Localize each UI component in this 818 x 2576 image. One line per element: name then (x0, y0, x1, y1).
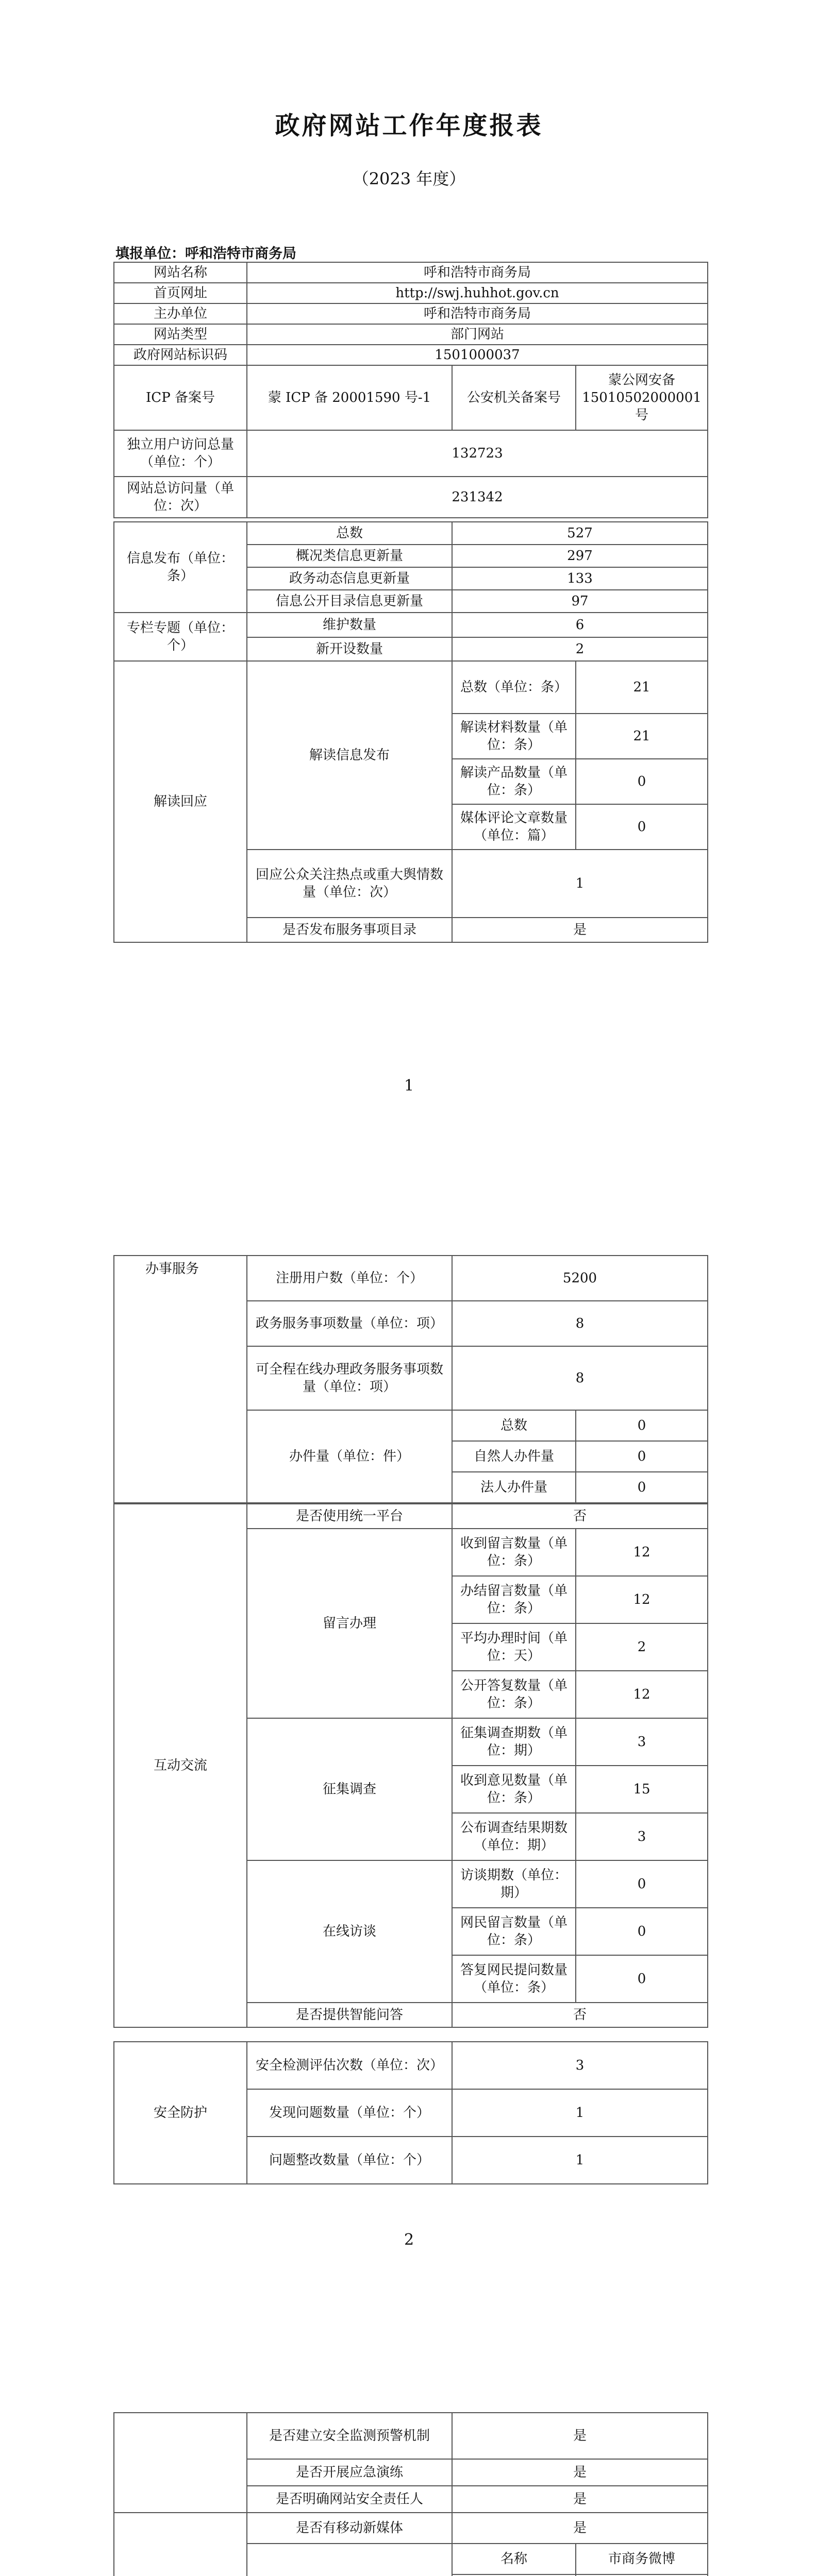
cell-label: 总数 (247, 522, 452, 545)
cell-value: 0 (576, 804, 708, 850)
cell-label: 收到意见数量（单位：条） (452, 1766, 576, 1813)
cell-value: 5200 (452, 1256, 708, 1301)
interpret-table (113, 660, 708, 943)
group-label (114, 2513, 247, 2576)
cell-label: 首页网址 (114, 283, 247, 303)
cell-label: 独立用户访问总量（单位：个） (114, 430, 247, 477)
cell-value: 3 (576, 1813, 708, 1860)
cell-label: 发现问题数量（单位：个） (247, 2089, 452, 2137)
cell-label: 是否建立安全监测预警机制 (247, 2413, 452, 2459)
fill-unit: 填报单位：呼和浩特市商务局 (115, 246, 296, 262)
cell-value: 市商务微博 (576, 2544, 708, 2574)
cell-label: 解读产品数量（单位：条） (452, 759, 576, 804)
cell-label: 政务服务事项数量（单位：项） (247, 1301, 452, 1346)
cell-value: 8 (452, 1301, 708, 1346)
cell-label: 概况类信息更新量 (247, 545, 452, 567)
cell-label: 公布调查结果期数（单位：期） (452, 1813, 576, 1860)
cell-label: 总数 (452, 1410, 576, 1441)
sub-label: 在线访谈 (247, 1860, 452, 2003)
cell-value: 1 (452, 2089, 708, 2137)
service-table (113, 1255, 708, 1503)
cell-value: 3 (576, 1718, 708, 1766)
mobile-table (113, 2512, 708, 2576)
cell-label: 自然人办件量 (452, 1441, 576, 1472)
info-table (113, 521, 708, 662)
cell-label: 平均办理时间（单位：天） (452, 1623, 576, 1671)
report-title: 政府网站工作年度报表 (275, 111, 543, 140)
group-label: 安全防护 (114, 2042, 247, 2184)
cell-label: 是否使用统一平台 (247, 1504, 452, 1529)
cell-value: 部门网站 (247, 324, 708, 345)
cell-label: 是否开展应急演练 (247, 2459, 452, 2486)
cell-label: 是否提供智能问答 (247, 2003, 452, 2027)
cell-value: 8 (452, 1346, 708, 1410)
cell-label: 安全检测评估次数（单位：次） (247, 2042, 452, 2089)
cell-value: 21 (576, 714, 708, 759)
group-label: 互动交流 (114, 1504, 247, 2027)
sub-label (247, 2544, 452, 2576)
interact-table (113, 1503, 708, 2028)
security-table (113, 2041, 708, 2184)
cell-value: 1501000037 (247, 345, 708, 365)
cell-label: 总数（单位：条） (452, 661, 576, 714)
cell-label: 政府网站标识码 (114, 345, 247, 365)
cell-value: 呼和浩特市商务局 (247, 303, 708, 324)
cell-label: 法人办件量 (452, 1472, 576, 1503)
cell-value: 0 (576, 1860, 708, 1908)
cell-value: 蒙公网安备15010502000001号 (576, 365, 708, 430)
cell-value: 2 (452, 637, 708, 661)
cell-label: 解读材料数量（单位：条） (452, 714, 576, 759)
group-label: 办事服务 (114, 1256, 247, 1503)
cell-value: 6 (452, 613, 708, 637)
cell-label: 可全程在线办理政务服务事项数量（单位：项） (247, 1346, 452, 1410)
cell-value: 3 (452, 2042, 708, 2089)
cell-value: 15 (576, 1766, 708, 1813)
sub-label: 征集调查 (247, 1718, 452, 1860)
cell-label: 回应公众关注热点或重大舆情数量（单位：次） (247, 850, 452, 918)
page-number: 1 (404, 1077, 414, 1095)
homepage-link[interactable]: http://swj.huhhot.gov.cn (247, 283, 708, 303)
cell-value: 2 (576, 1623, 708, 1671)
cell-value: 否 (452, 2003, 708, 2027)
cell-value: 是 (452, 2513, 708, 2544)
cell-value: 132723 (247, 430, 708, 477)
cell-label: 网站总访问量（单位：次） (114, 477, 247, 518)
cell-value: 是 (452, 2413, 708, 2459)
cell-label: 信息公开目录信息更新量 (247, 590, 452, 613)
cell-value: 97 (452, 590, 708, 613)
sub-label: 办件量（单位：件） (247, 1410, 452, 1503)
cell-label: 媒体评论文章数量（单位：篇） (452, 804, 576, 850)
sub-label: 解读信息发布 (247, 661, 452, 850)
cell-label: ICP 备案号 (114, 365, 247, 430)
group-label: 信息发布（单位：条） (114, 522, 247, 613)
cell-value: 0 (576, 1955, 708, 2003)
cell-value: 297 (452, 545, 708, 567)
cell-label: 征集调查期数（单位：期） (452, 1718, 576, 1766)
group-label: 专栏专题（单位：个） (114, 613, 247, 661)
cell-value: 1 (452, 2137, 708, 2184)
cell-value: 1 (452, 850, 708, 918)
cell-label: 政务动态信息更新量 (247, 567, 452, 590)
cell-label: 问题整改数量（单位：个） (247, 2137, 452, 2184)
cell-label: 网站名称 (114, 262, 247, 283)
sub-label: 留言办理 (247, 1529, 452, 1718)
cell-value: 12 (576, 1671, 708, 1718)
cell-label: 网民留言数量（单位：条） (452, 1908, 576, 1955)
cell-value: 231342 (247, 477, 708, 518)
group-label-empty (114, 2413, 247, 2513)
cell-value: 0 (576, 759, 708, 804)
cell-label: 答复网民提问数量（单位：条） (452, 1955, 576, 2003)
cell-value: 否 (452, 1504, 708, 1529)
cell-value: 527 (452, 522, 708, 545)
cell-value: 是 (452, 2486, 708, 2513)
cell-label: 收到留言数量（单位：条） (452, 1529, 576, 1576)
cell-value: 21 (576, 661, 708, 714)
cell-value: 是 (452, 2459, 708, 2486)
cell-value: 是 (452, 918, 708, 942)
cell-value: 12 (576, 1529, 708, 1576)
cell-value: 133 (452, 567, 708, 590)
group-label: 解读回应 (114, 661, 247, 942)
page-number: 2 (404, 2231, 414, 2249)
cell-value: 蒙 ICP 备 20001590 号-1 (247, 365, 452, 430)
cell-label: 维护数量 (247, 613, 452, 637)
cell-label: 新开设数量 (247, 637, 452, 661)
cell-label: 办结留言数量（单位：条） (452, 1576, 576, 1623)
cell-label: 是否有移动新媒体 (247, 2513, 452, 2544)
cell-value: 0 (576, 1908, 708, 1955)
basic-info-table (113, 262, 708, 518)
cell-value: 0 (576, 1441, 708, 1472)
cell-label: 注册用户数（单位：个） (247, 1256, 452, 1301)
cell-label: 是否明确网站安全责任人 (247, 2486, 452, 2513)
report-year: （2023 年度） (352, 169, 466, 189)
cell-label: 访谈期数（单位：期） (452, 1860, 576, 1908)
cell-label: 是否发布服务事项目录 (247, 918, 452, 942)
cell-value: 0 (576, 1410, 708, 1441)
cell-value: 12 (576, 1576, 708, 1623)
cell-label: 公开答复数量（单位：条） (452, 1671, 576, 1718)
cell-label: 主办单位 (114, 303, 247, 324)
security-table-cont (113, 2412, 708, 2513)
cell-value: 呼和浩特市商务局 (247, 262, 708, 283)
cell-label: 名称 (452, 2544, 576, 2574)
cell-value: 0 (576, 1472, 708, 1503)
cell-label: 网站类型 (114, 324, 247, 345)
cell-label: 公安机关备案号 (452, 365, 576, 430)
